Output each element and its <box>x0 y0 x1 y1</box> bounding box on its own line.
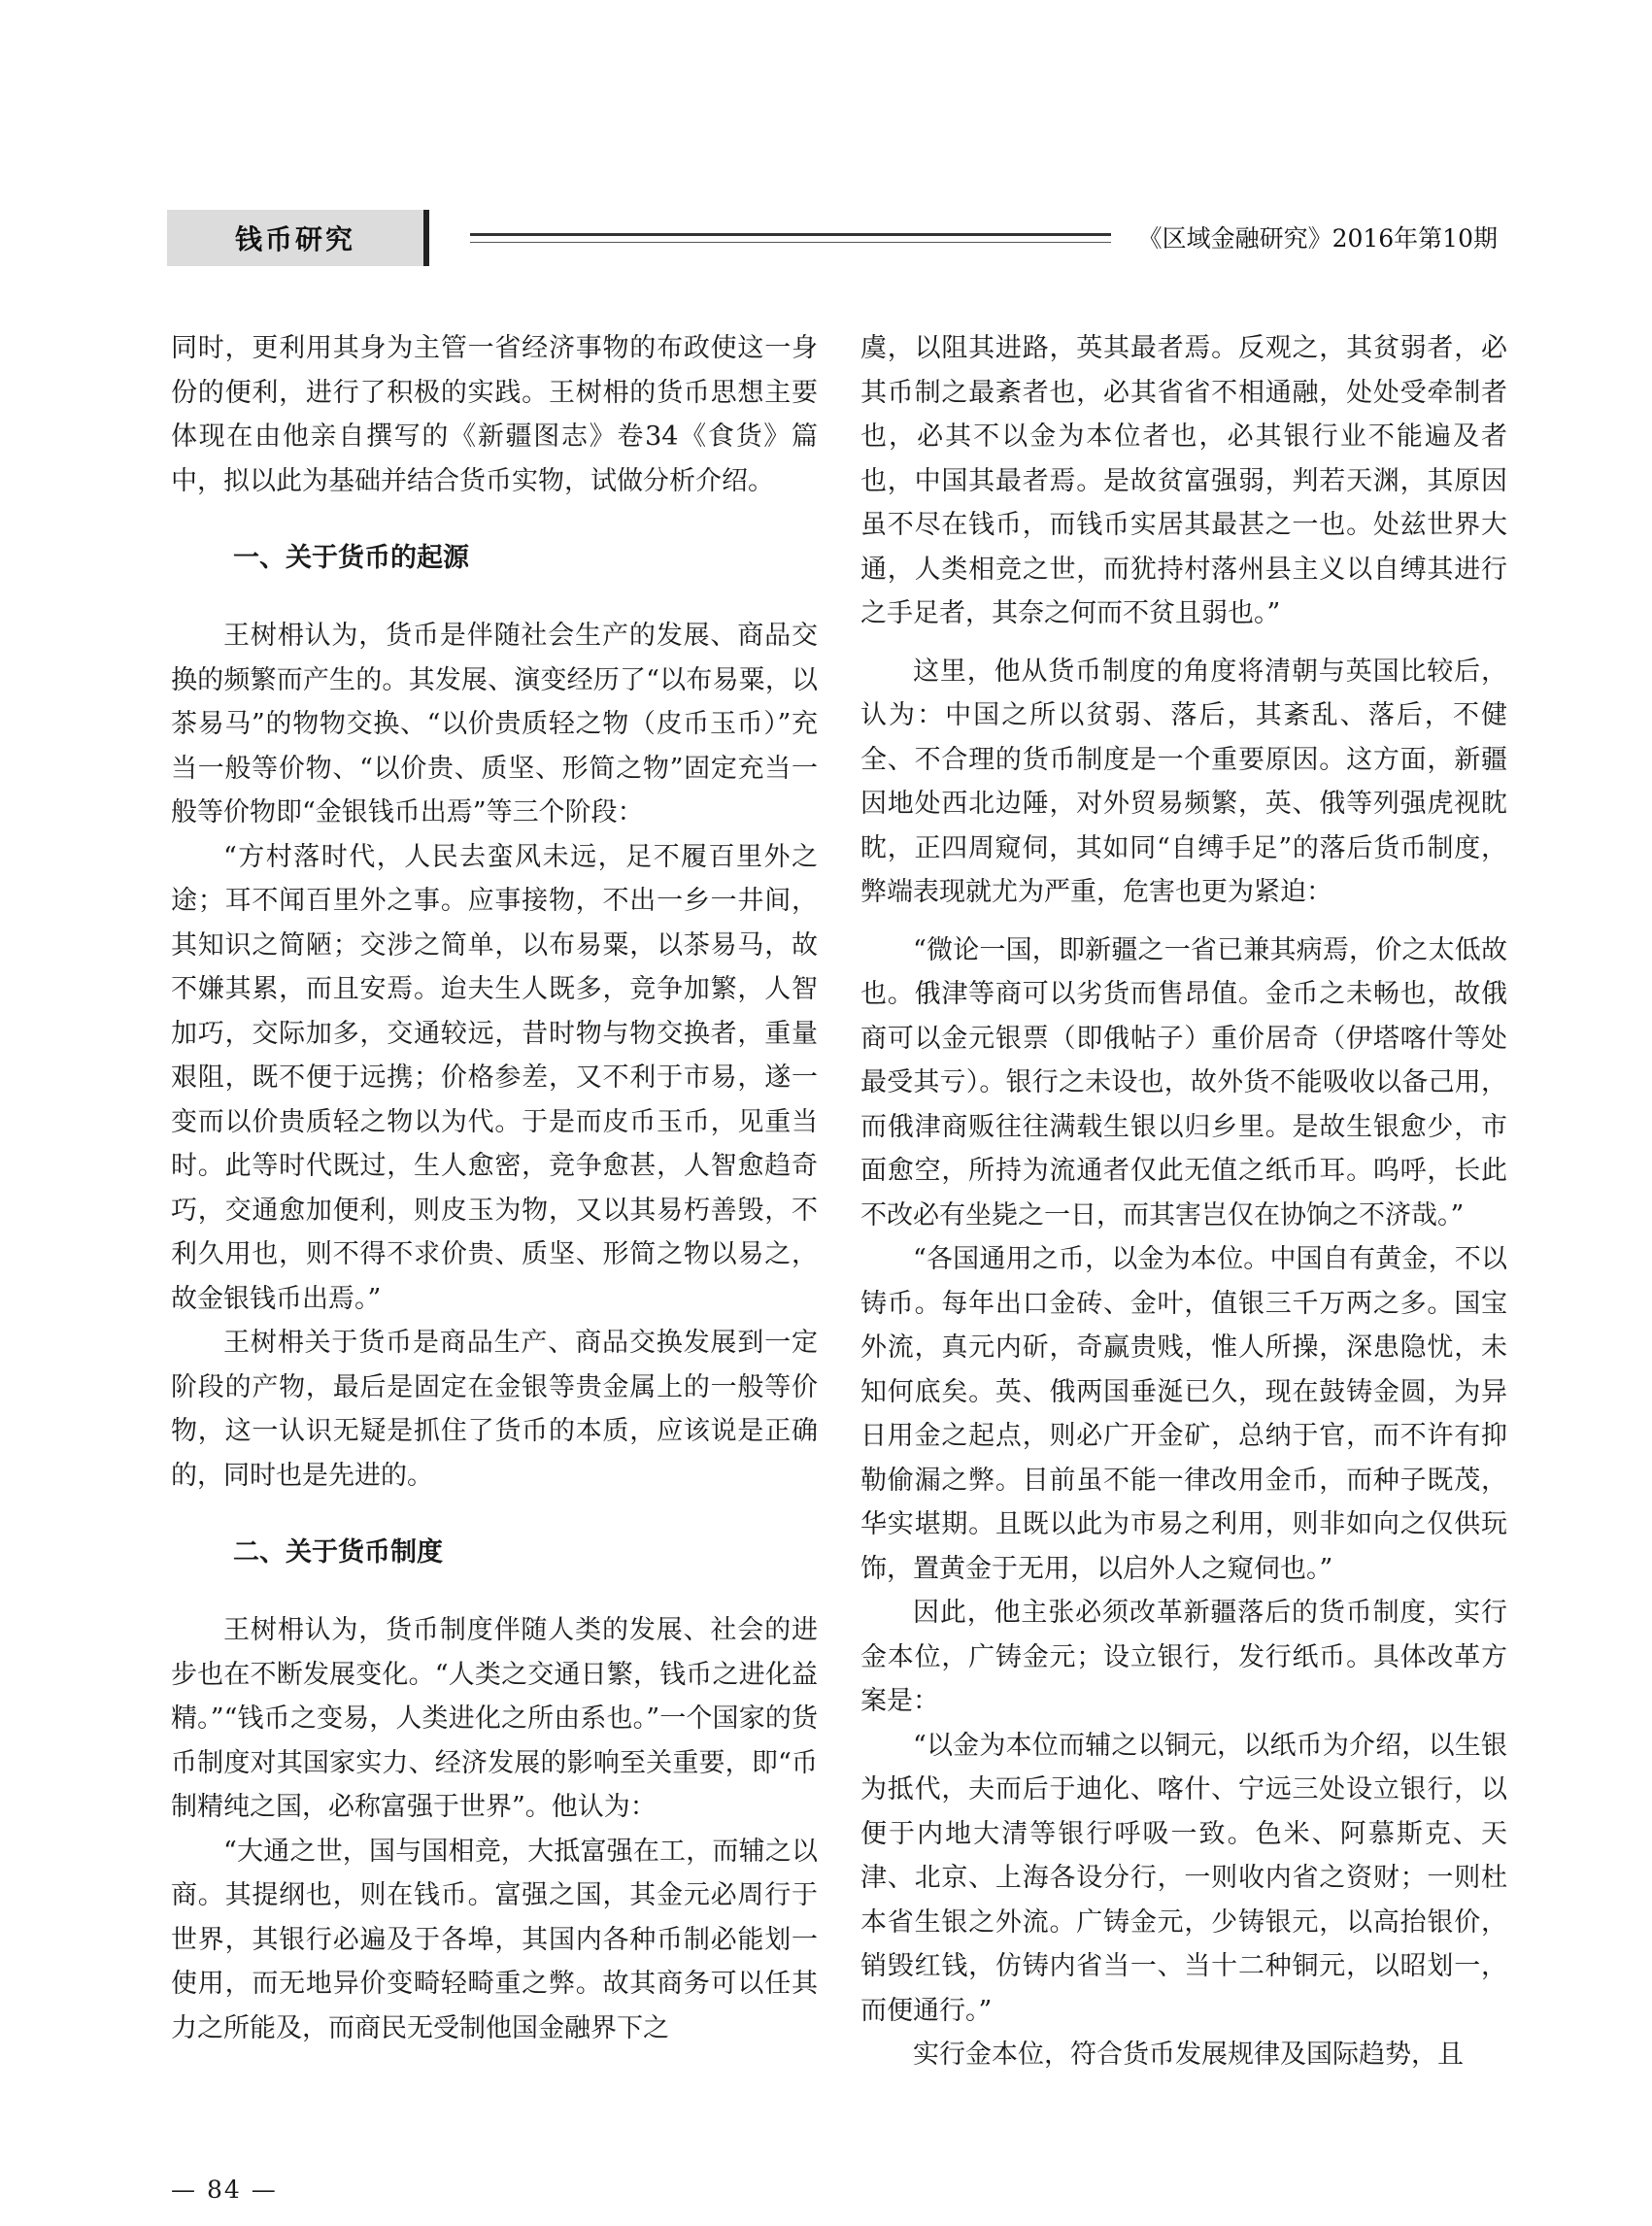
closing-paragraph: 实行金本位，符合货币发展规律及国际趋势，且 <box>913 2040 1464 2070</box>
paragraph-gap <box>860 636 1507 650</box>
header-rule-thin <box>470 242 1111 243</box>
paragraph-gap <box>860 915 1507 928</box>
page-number: — 84 — <box>171 2175 278 2204</box>
right-column <box>860 326 1507 2077</box>
journal-issue: 《区域金融研究》2016年第10期 <box>1137 224 1498 253</box>
system-quote-start: “大通之世，国与国相竞，大抵富强在工，而辅之以商。其提纲也，则在钱币。富强之国，其金元必周行于世界，其银行必遍及于各埠，其国内各种币制必能划一使用，而无地异价变畸轻畸重之弊。故其商务可以任其力之所能及，而商民无受制他国金融界下之 <box>171 1836 818 2043</box>
section-heading-system: 二、关于货币制度 <box>233 1537 443 1568</box>
compare-paragraph: 这里，他从货币制度的角度将清朝与英国比较后，认为：中国之所以贫弱、落后，其紊乱、落后，不健全、不合理的货币制度是一个重要原因。这方面，新疆因地处西北边陲，对外贸易频繁，英、俄等列强虎视眈眈，正四周窥伺，其如同“自缚手足”的落后货币制度，弊端表现就尤为严重，危害也更为紧迫： <box>860 656 1507 907</box>
header-rule-thick <box>470 233 1111 236</box>
origin-paragraph: 王树枏认为，货币是伴随社会生产的发展、商品交换的频繁而产生的。其发展、演变经历了“以布易粟，以茶易马”的物物交换、“以价贵质轻之物（皮币玉币）”充当一般等价物、“以价贵、质坚、形简之物”固定充当一般等价物即“金银钱币出焉”等三个阶段： <box>171 621 818 827</box>
origin-quote: “方村落时代，人民去蛮风未远，足不履百里外之途；耳不闻百里外之事。应事接物，不出一乡一井间，其知识之简陋；交涉之简单，以布易粟，以茶易马，故不嫌其累，而且安焉。迨夫生人既多，竞争加繁，人智加巧，交际加多，交通较远，昔时物与物交换者，重量艰阻，既不便于远携；价格参差，又不利于市易，遂一变而以价贵质轻之物以为代。于是而皮币玉币，见重当时。此等时代既过，生人愈密，竞争愈甚，人智愈趋奇巧，交通愈加便利，则皮玉为物，又以其易朽善毁，不利久用也，则不得不求价贵、质坚、形简之物以易之，故金银钱币出焉。” <box>171 841 818 1314</box>
left-column <box>171 326 818 2050</box>
running-header <box>167 210 1498 268</box>
plan-quote: “以金为本位而辅之以铜元，以纸币为介绍，以生银为抵代，夫而后于迪化、喀什、宁远三处设立银行，以便于内地大清等银行呼吸一致。色米、阿慕斯克、天津、北京、上海各设分行，一则收内省之资财；一则杜本省生银之外流。广铸金元，少铸银元，以高抬银价，销毁红钱，仿铸内省当一、当十二种铜元，以昭划一，而便通行。” <box>860 1730 1507 2026</box>
section-tag: 钱币研究 <box>167 210 423 266</box>
section-tag-bar <box>423 210 429 266</box>
system-quote-end: 虞，以阻其进路，英其最者焉。反观之，其贫弱者，必其币制之最紊者也，必其省省不相通融，处处受牵制者也，必其不以金为本位者也，必其银行业不能遍及者也，中国其最者焉。是故贫富强弱，判若天渊，其原因虽不尽在钱币，而钱币实居其最甚之一也。处兹世界大通，人类相竞之世，而犹持村落州县主义以自缚其进行之手足者，其奈之何而不贫且弱也。” <box>860 333 1507 628</box>
origin-comment-paragraph: 王树枏关于货币是商品生产、商品交换发展到一定阶段的产物，最后是固定在金银等贵金属上的一般等价物，这一认识无疑是抓住了货币的本质，应该说是正确的，同时也是先进的。 <box>171 1328 818 1491</box>
intro-paragraph: 同时，更利用其身为主管一省经济事物的布政使这一身份的便利，进行了积极的实践。王树枏的货币思想主要体现在由他亲自撰写的《新疆图志》卷34《食货》篇中，拟以此为基础并结合货币实物，试做分析介绍。 <box>171 333 818 496</box>
gold-quote: “各国通用之币，以金为本位。中国自有黄金，不以铸币。每年出口金砖、金叶，值银三千万两之多。国宝外流，真元内斫，奇赢贵贱，惟人所操，深患隐忧，未知何底矣。英、俄两国垂涎已久，现在鼓铸金圆，为异日用金之起点，则必广开金矿，总纳于官，而不许有抑勒偷漏之弊。目前虽不能一律改用金币，而种子既茂，华实堪期。且既以此为市易之利用，则非如向之仅供玩饰，置黄金于无用，以启外人之窥伺也。” <box>860 1244 1507 1584</box>
system-paragraph: 王树枏认为，货币制度伴随人类的发展、社会的进步也在不断发展变化。“人类之交通日繁，钱币之进化益精。”“钱币之变易，人类进化之所由系也。”一个国家的货币制度对其国家实力、经济发展的影响至关重要，即“币制精纯之国，必称富强于世界”。他认为： <box>171 1615 818 1822</box>
xinjiang-quote: “微论一国，即新疆之一省已兼其病焉，价之太低故也。俄津等商可以劣货而售昂值。金币之未畅也，故俄商可以金元银票（即俄帖子）重价居奇（伊塔喀什等处最受其亏）。银行之未设也，故外货不能吸收以备己用，而俄津商贩往往满载生银以归乡里。是故生银愈少，市面愈空，所持为流通者仅此无值之纸币耳。呜呼，长此不改必有坐毙之一日，而其害岂仅在协饷之不济哉。” <box>860 934 1507 1231</box>
reform-paragraph: 因此，他主张必须改革新疆落后的货币制度，实行金本位，广铸金元；设立银行，发行纸币。具体改革方案是： <box>860 1598 1507 1716</box>
section-heading-origin: 一、关于货币的起源 <box>233 543 469 573</box>
